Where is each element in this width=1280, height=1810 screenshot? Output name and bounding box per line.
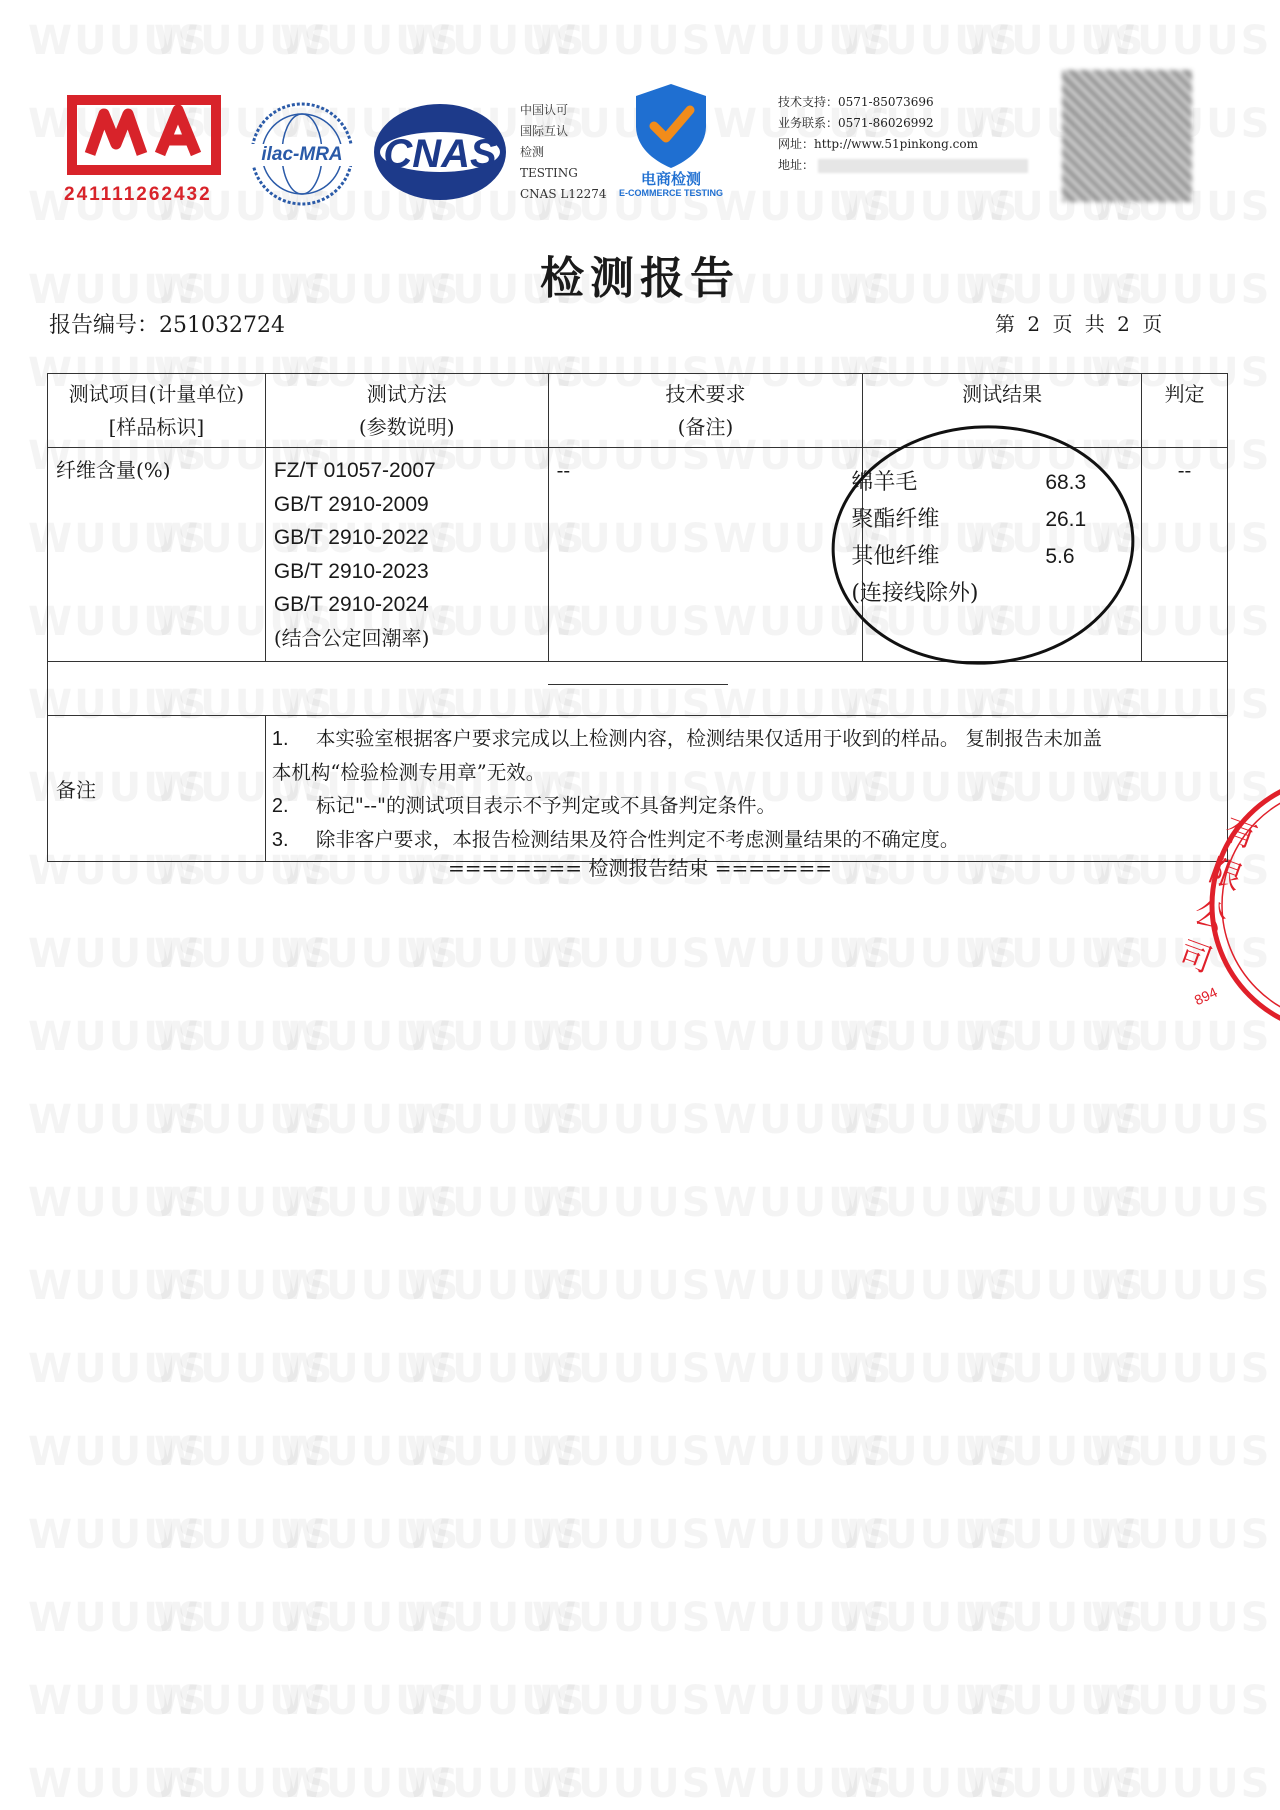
- remark-text: 本机构“检验检测专用章”无效。: [271, 761, 546, 784]
- watermark-text: [839, 1263, 1019, 1309]
- cnas-info-line: 中国认可: [520, 103, 569, 117]
- watermark-text: [713, 1263, 893, 1309]
- header-requirement: [548, 374, 863, 448]
- website: 网址：http://www.51pinkong.com: [778, 137, 978, 151]
- stamp-text: [1174, 808, 1276, 984]
- separator-line: [548, 684, 728, 685]
- watermark-text: [406, 18, 586, 64]
- method-line: GB/T 2910-2023: [273, 559, 429, 583]
- watermark-text: [839, 1595, 1019, 1641]
- stamp-name: 有限公司: [1174, 809, 1263, 980]
- watermark-text: [532, 1263, 712, 1309]
- watermark-text: [406, 1263, 586, 1309]
- watermark-text: [839, 18, 1019, 64]
- watermark-text: [713, 1512, 893, 1558]
- result-note: (连接线除外): [851, 581, 979, 606]
- watermark-text: [154, 1761, 334, 1807]
- watermark-text: [406, 1761, 586, 1807]
- watermark-text: [1091, 1097, 1271, 1143]
- fiber-name: 其他纤维: [851, 544, 940, 569]
- watermark-text: [28, 1678, 208, 1724]
- watermark-text: [28, 1595, 208, 1641]
- watermark-text: [713, 184, 893, 230]
- header-requirement-line: 技术要求: [665, 382, 746, 406]
- watermark-text: [280, 1761, 460, 1807]
- header-item: [48, 374, 266, 448]
- watermark-text: [713, 18, 893, 64]
- remarks-row: [48, 716, 1228, 862]
- watermark-text: [280, 1595, 460, 1641]
- method-line: GB/T 2910-2022: [273, 526, 429, 549]
- watermark-text: [1091, 1263, 1271, 1309]
- cnas-info-line: TESTING: [520, 166, 578, 180]
- header-item-line: [样品标识]: [108, 415, 205, 439]
- watermark-text: [713, 1678, 893, 1724]
- watermark-text: [154, 1097, 334, 1143]
- remark-text: 标记"--"的测试项目表示不予判定或不具备判定条件。: [315, 794, 776, 817]
- watermark-text: [280, 1014, 460, 1060]
- address: [778, 155, 1028, 176]
- cnas-label: CNAS: [383, 132, 497, 176]
- watermark-text: [406, 931, 586, 977]
- watermark-text: [28, 1512, 208, 1558]
- watermark-text: [839, 184, 1019, 230]
- result-circle-annotation: [826, 420, 1140, 670]
- remark-text: 本实验室根据客户要求完成以上检测内容，检测结果仅适用于收到的样品。 复制报告未加盖: [315, 727, 1103, 750]
- remark-line: [272, 756, 1221, 789]
- watermark-text: [154, 1180, 334, 1226]
- watermark-text: [406, 1678, 586, 1724]
- address-redacted: [818, 159, 1028, 173]
- report-end-marker: ======== 检测报告结束 =======: [447, 856, 833, 880]
- watermark-text: [406, 1429, 586, 1475]
- watermark-text: [965, 1678, 1145, 1724]
- watermark-text: [154, 1512, 334, 1558]
- watermark-text: [839, 1429, 1019, 1475]
- watermark-text: [532, 1097, 712, 1143]
- row-item: 纤维含量(%): [48, 448, 266, 662]
- watermark-text: [965, 931, 1145, 977]
- watermark-text: [965, 1512, 1145, 1558]
- cnas-info-line: 国际互认: [520, 124, 569, 138]
- cnas-info: [520, 100, 607, 205]
- watermark-text: [839, 1346, 1019, 1392]
- fiber-percent: 26.1: [1045, 508, 1087, 531]
- watermark-text: [154, 1595, 334, 1641]
- address-label: 地址：: [778, 158, 815, 172]
- stamp-digits: 894: [1191, 983, 1220, 1009]
- qr-code-icon: [1062, 70, 1192, 202]
- remark-num: 3.: [271, 829, 289, 851]
- fiber-percent: 5.6: [1045, 545, 1075, 568]
- header-method: [265, 374, 548, 448]
- remarks-label: 备注: [48, 716, 266, 862]
- method-line: GB/T 2910-2024: [273, 593, 429, 616]
- watermark-text: [839, 931, 1019, 977]
- watermark-text: [28, 18, 208, 64]
- watermark-text: [280, 1097, 460, 1143]
- cnas-info-line: CNAS L12274: [520, 187, 607, 201]
- watermark-text: [965, 1346, 1145, 1392]
- watermark-text: [965, 1014, 1145, 1060]
- watermark-text: [280, 18, 460, 64]
- report-number: 报告编号：251032724: [49, 313, 285, 338]
- header-verdict: 判定: [1142, 374, 1228, 448]
- watermark-text: [154, 1263, 334, 1309]
- watermark-text: [406, 1097, 586, 1143]
- watermark-text: [965, 1263, 1145, 1309]
- header-result: 测试结果: [863, 374, 1142, 448]
- watermark-text: [154, 1346, 334, 1392]
- contact-info: [778, 92, 1028, 176]
- header-method-line: 测试方法: [366, 382, 447, 406]
- watermark-text: [280, 1180, 460, 1226]
- watermark-text: [406, 1180, 586, 1226]
- ilac-label: ilac-MRA: [261, 144, 343, 165]
- page-info: 第 2 页 共 2 页: [995, 312, 1166, 336]
- business-phone: 业务联系：0571-86026992: [778, 116, 934, 130]
- watermark-text: [965, 1595, 1145, 1641]
- remark-text: 除非客户要求，本报告检测结果及符合性判定不考虑测量结果的不确定度。: [315, 828, 960, 851]
- watermark-text: [28, 931, 208, 977]
- ecommerce-label: 电商检测: [640, 170, 701, 188]
- watermark-text: [280, 931, 460, 977]
- watermark-text: [965, 18, 1145, 64]
- watermark-text: [406, 1346, 586, 1392]
- fiber-name: 绵羊毛: [851, 470, 918, 495]
- method-line: (结合公定回潮率): [273, 625, 430, 650]
- watermark-text: [406, 1512, 586, 1558]
- watermark-text: [28, 1346, 208, 1392]
- watermark-text: [1091, 1346, 1271, 1392]
- watermark-text: [965, 1180, 1145, 1226]
- watermark-text: [839, 1014, 1019, 1060]
- watermark-text: [154, 1678, 334, 1724]
- watermark-text: [532, 1761, 712, 1807]
- watermark-text: [532, 1678, 712, 1724]
- watermark-text: [280, 1678, 460, 1724]
- watermark-text: [406, 1014, 586, 1060]
- watermark-text: [1091, 1512, 1271, 1558]
- watermark-text: [280, 1263, 460, 1309]
- ecommerce-sublabel: E-COMMERCE TESTING: [618, 188, 723, 198]
- watermark-text: [839, 1180, 1019, 1226]
- watermark-text: [154, 1429, 334, 1475]
- watermark-text: [839, 1512, 1019, 1558]
- watermark-text: [28, 1263, 208, 1309]
- watermark-text: [532, 1180, 712, 1226]
- watermark-text: [713, 931, 893, 977]
- watermark-text: [713, 1014, 893, 1060]
- watermark-text: [154, 18, 334, 64]
- watermark-text: [28, 1429, 208, 1475]
- cma-logo: [60, 92, 228, 210]
- watermark-text: [154, 931, 334, 977]
- watermark-text: [532, 18, 712, 64]
- watermark-text: [532, 1512, 712, 1558]
- cma-number: 241111262432: [64, 184, 212, 205]
- watermark-text: [532, 1595, 712, 1641]
- ecommerce-testing-logo: [608, 80, 734, 204]
- ilac-mra-logo: [248, 100, 356, 208]
- method-line: FZ/T 01057-2007: [273, 459, 436, 482]
- watermark-text: [1091, 1678, 1271, 1724]
- watermark-text: [280, 1512, 460, 1558]
- cnas-info-line: 检测: [520, 145, 545, 159]
- watermark-text: [965, 1429, 1145, 1475]
- watermark-text: [965, 1097, 1145, 1143]
- remarks-content: [265, 716, 1227, 862]
- shield-check-icon: [608, 80, 734, 170]
- watermark-text: [280, 1346, 460, 1392]
- watermark-text: [28, 1180, 208, 1226]
- report-title: 检测报告: [540, 253, 740, 304]
- watermark-text: [1091, 1595, 1271, 1641]
- remark-line: [272, 722, 1221, 756]
- watermark-text: [1091, 1429, 1271, 1475]
- watermark-text: [713, 1097, 893, 1143]
- remark-num: 2.: [271, 795, 289, 817]
- watermark-text: [713, 1346, 893, 1392]
- row-requirement: --: [548, 448, 863, 662]
- header-item-line: 测试项目(计量单位): [68, 382, 245, 406]
- watermark-text: [406, 1595, 586, 1641]
- watermark-text: [1091, 1761, 1271, 1807]
- watermark-text: [28, 1761, 208, 1807]
- watermark-text: [532, 1014, 712, 1060]
- watermark-text: [713, 1595, 893, 1641]
- watermark-text: [713, 1761, 893, 1807]
- remark-line: [272, 789, 1221, 823]
- method-line: GB/T 2910-2009: [273, 492, 429, 516]
- remark-num: 1.: [271, 728, 289, 750]
- row-methods: [265, 448, 548, 662]
- watermark-text: [28, 1097, 208, 1143]
- watermark-text: [839, 1761, 1019, 1807]
- watermark-text: [713, 1180, 893, 1226]
- watermark-text: [1091, 1180, 1271, 1226]
- fiber-percent: 68.3: [1045, 471, 1087, 494]
- cnas-logo: [372, 102, 508, 202]
- header-method-line: (参数说明): [358, 415, 455, 439]
- watermark-text: [839, 1678, 1019, 1724]
- watermark-text: [532, 1346, 712, 1392]
- watermark-text: [1091, 18, 1271, 64]
- watermark-text: [713, 1429, 893, 1475]
- row-verdict: --: [1142, 448, 1228, 662]
- watermark-text: [28, 1014, 208, 1060]
- watermark-text: [154, 1014, 334, 1060]
- header-requirement-line: (备注): [677, 415, 734, 439]
- watermark-text: [280, 1429, 460, 1475]
- watermark-text: [532, 931, 712, 977]
- watermark-text: [532, 1429, 712, 1475]
- fiber-name: 聚酯纤维: [851, 507, 940, 532]
- watermark-text: [839, 1097, 1019, 1143]
- watermark-text: [965, 1761, 1145, 1807]
- support-phone: 技术支持：0571-85073696: [778, 95, 934, 109]
